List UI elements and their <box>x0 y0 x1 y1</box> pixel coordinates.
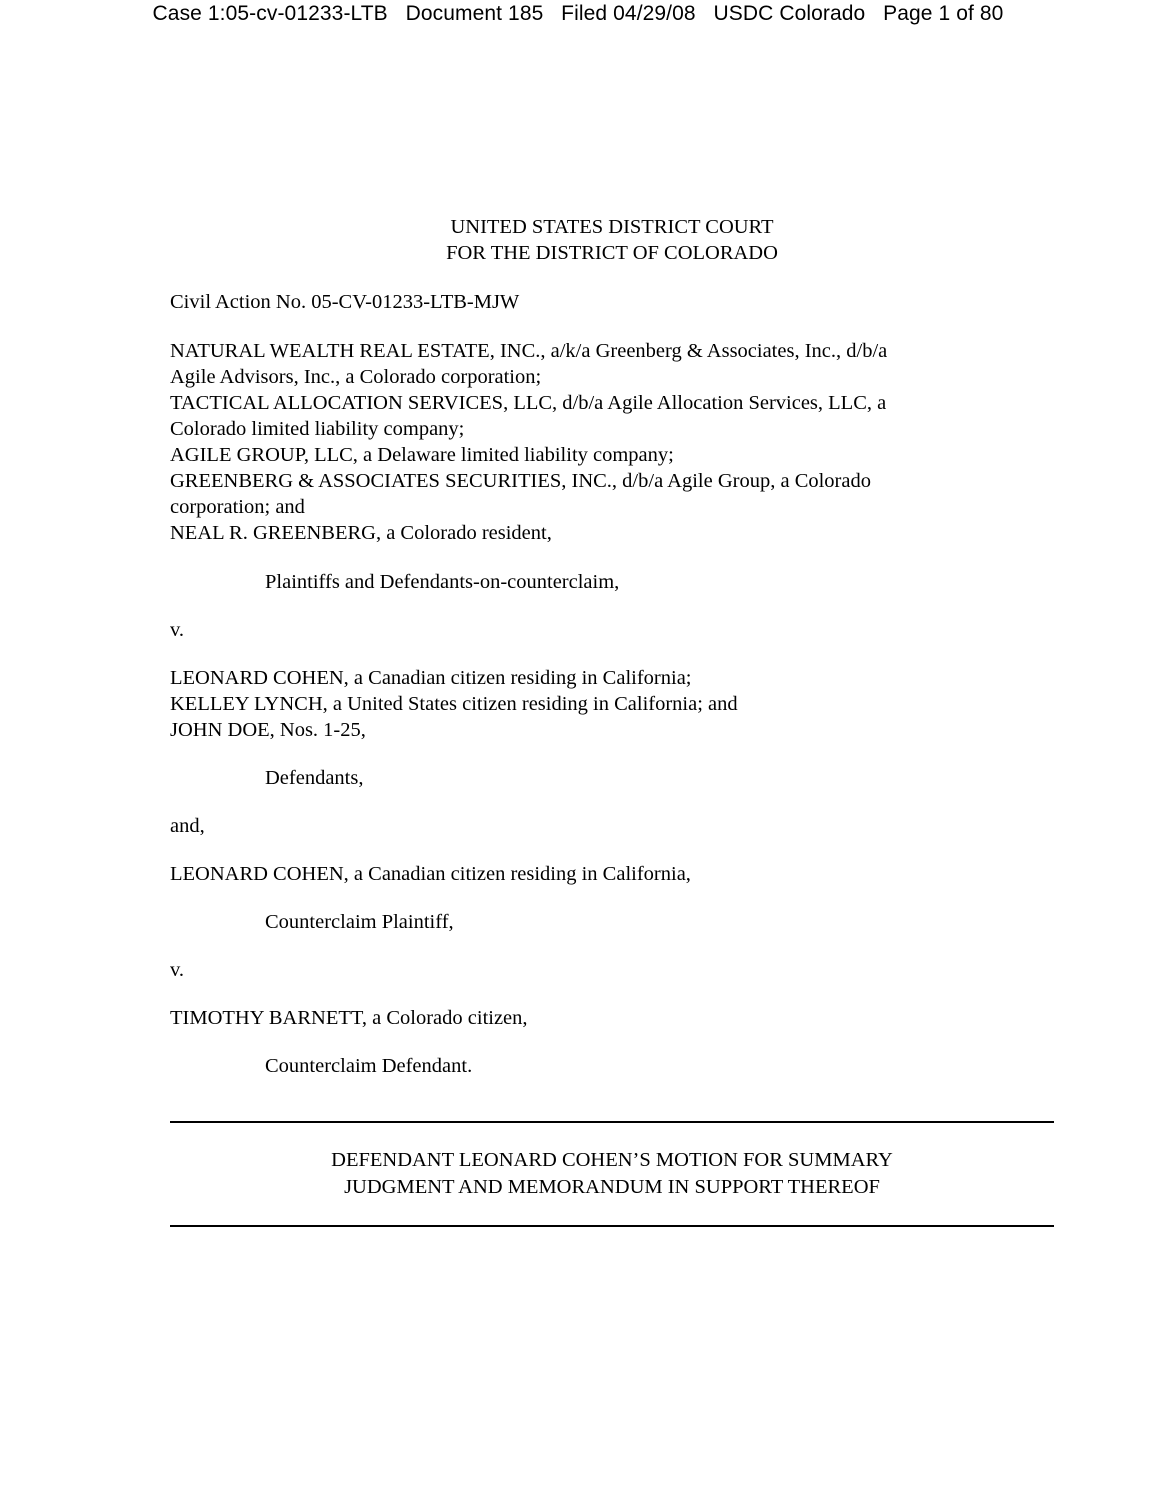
versus-label: v. <box>170 619 185 641</box>
civil-action-number: Civil Action No. 05-CV-01233-LTB-MJW <box>170 291 520 313</box>
plaintiff-line: Colorado limited liability company; <box>170 418 465 440</box>
counterclaim-defendant: TIMOTHY BARNETT, a Colorado citizen, <box>170 1007 528 1029</box>
motion-title-line: JUDGMENT AND MEMORANDUM IN SUPPORT THEREOF <box>344 1176 880 1198</box>
and-label: and, <box>170 815 205 837</box>
document-body <box>170 214 1054 1227</box>
filing-header: Case 1:05-cv-01233-LTB Document 185 Filed 04/29/08 USDC Colorado Page 1 of 80 <box>152 2 1004 25</box>
court-district: FOR THE DISTRICT OF COLORADO <box>446 242 778 264</box>
plaintiffs-list <box>170 338 1054 546</box>
counterclaim-defendant-role: Counterclaim Defendant. <box>265 1055 473 1077</box>
defendant-line: JOHN DOE, Nos. 1-25, <box>170 719 366 741</box>
plaintiff-line: GREENBERG & ASSOCIATES SECURITIES, INC., d/b/a Agile Group, a Colorado <box>170 470 871 492</box>
motion-title <box>170 1147 1054 1201</box>
plaintiff-line: TACTICAL ALLOCATION SERVICES, LLC, d/b/a Agile Allocation Services, LLC, a <box>170 392 887 414</box>
counterclaim-plaintiff: LEONARD COHEN, a Canadian citizen residing in California, <box>170 863 691 885</box>
plaintiff-line: NEAL R. GREENBERG, a Colorado resident, <box>170 522 552 544</box>
plaintiff-line: AGILE GROUP, LLC, a Delaware limited liability company; <box>170 444 674 466</box>
plaintiffs-role: Plaintiffs and Defendants-on-counterclaim, <box>265 571 620 593</box>
plaintiff-line: Agile Advisors, Inc., a Colorado corporation; <box>170 366 542 388</box>
court-name: UNITED STATES DISTRICT COURT <box>450 216 774 238</box>
defendant-line: LEONARD COHEN, a Canadian citizen residing in California; <box>170 667 692 689</box>
plaintiff-line: NATURAL WEALTH REAL ESTATE, INC., a/k/a Greenberg & Associates, Inc., d/b/a <box>170 340 888 362</box>
top-divider <box>170 1121 1054 1123</box>
defendants-role: Defendants, <box>265 767 364 789</box>
bottom-divider <box>170 1225 1054 1227</box>
defendant-line: KELLEY LYNCH, a United States citizen residing in California; and <box>170 693 738 715</box>
counterclaim-plaintiff-role: Counterclaim Plaintiff, <box>265 911 454 933</box>
defendants-list <box>170 665 1054 743</box>
court-heading <box>170 214 1054 266</box>
motion-title-line: DEFENDANT LEONARD COHEN’S MOTION FOR SUMMARY <box>331 1149 893 1171</box>
plaintiff-line: corporation; and <box>170 496 305 518</box>
versus-label: v. <box>170 959 185 981</box>
